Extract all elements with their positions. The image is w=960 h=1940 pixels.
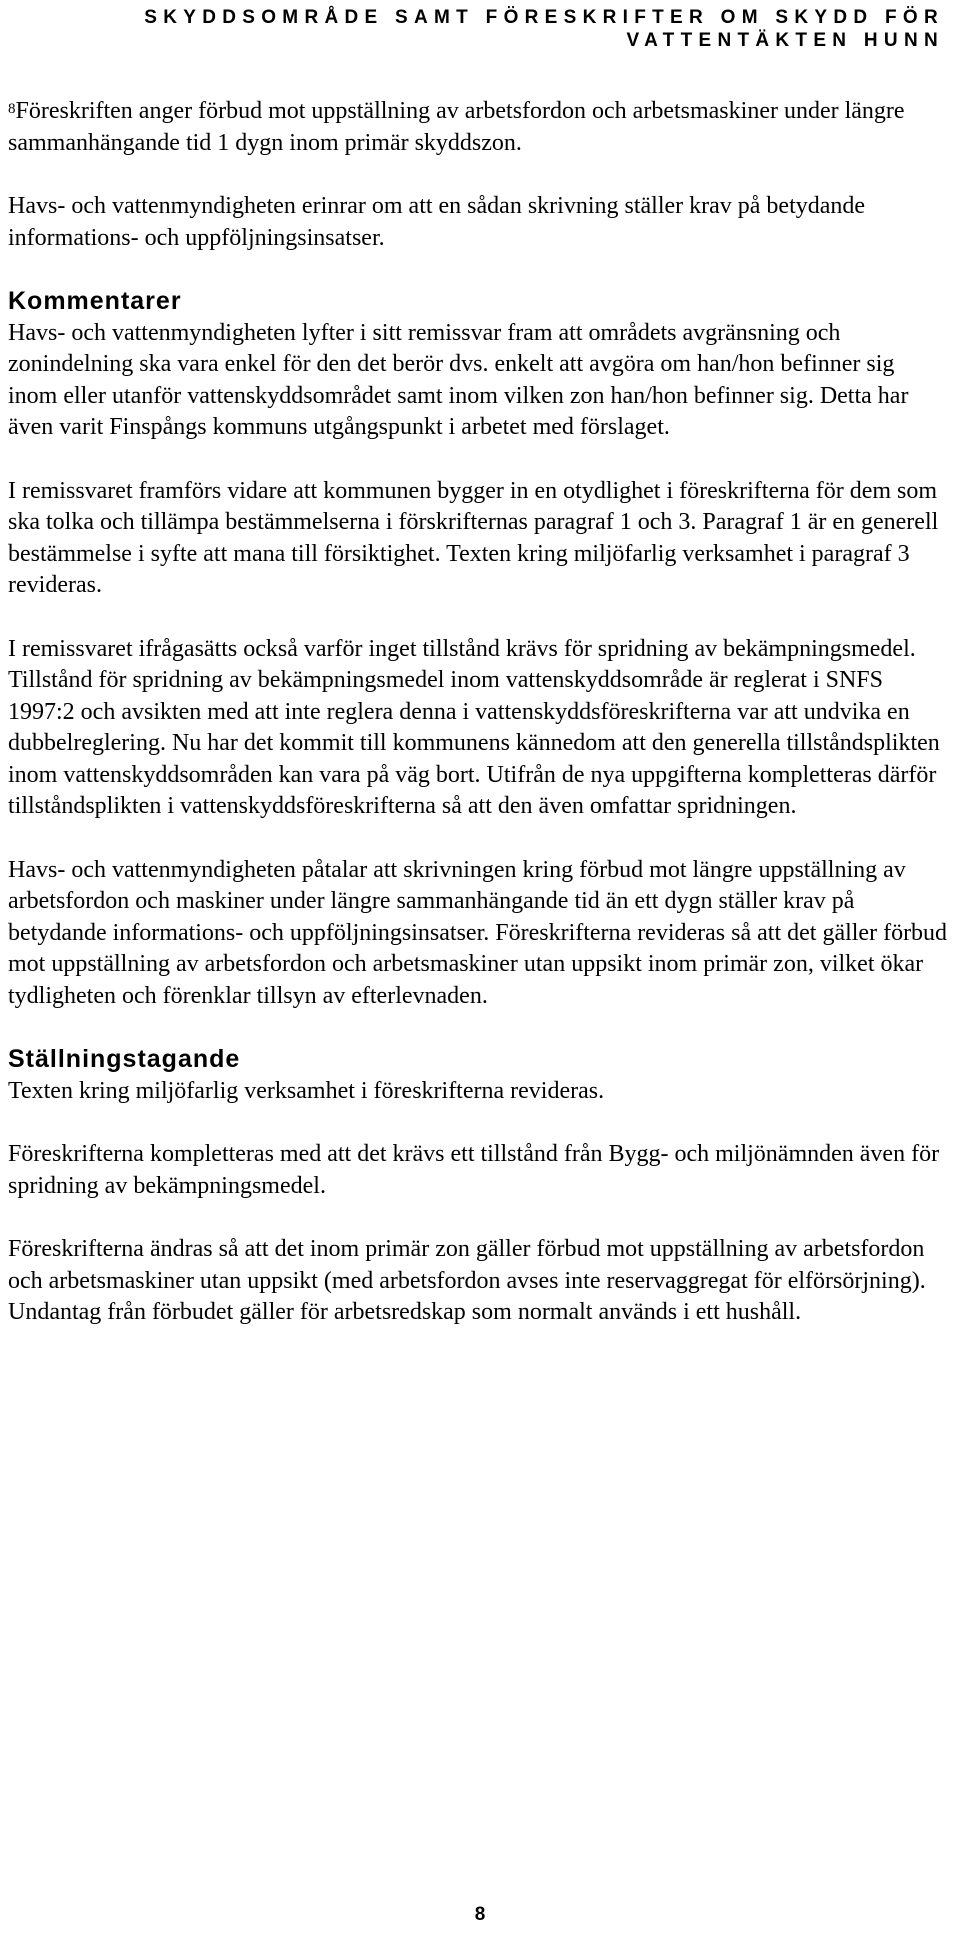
footnote [8,96,948,159]
running-header [144,6,944,52]
running-header-line-1: SKYDDSOMRÅDE SAMT FÖRESKRIFTER OM SKYDD FÖR [144,7,944,28]
running-header-line-2: VATTENTÄKTEN HUNN [626,30,944,51]
paragraph-comments-1: Havs- och vattenmyndigheten lyfter i sitt remissvar fram att områdets avgränsning och zonindelning ska vara enkel för den det berör dvs. enkelt att avgöra om han/hon befinner sig inom eller utanför vattenskyddsområdet samt inom vilken zon han/hon befinner sig. Detta har även varit Finspångs kommuns utgångspunkt i arbetet med förslaget. [8,319,909,440]
heading-position: Ställningstagande [8,1045,241,1073]
paragraph-comments-3: I remissvaret ifrågasätts också varför inget tillstånd krävs för spridning av bekämpningsmedel. Tillstånd för spridning av bekämpningsmedel inom vattenskyddsområde är reglerat i SNFS 1997:2 och avsikten med att inte reglera denna i vattenskyddsföreskrifterna var att undvika en dubbelreglering. Nu har det kommit till kommunens kännedom att den generella tillståndsplikten inom vattenskyddsområden kan vara på väg bort. Utifrån de nya uppgifterna kompletteras därför tillståndsplikten i vattenskyddsföreskrifterna så att den även omfattar spridningen. [8,635,940,819]
paragraph-position-1: Texten kring miljöfarlig verksamhet i föreskrifterna revideras. [8,1077,605,1104]
footnote-text: Föreskriften anger förbud mot uppställning av arbetsfordon och arbetsmaskiner under längre sammanhängande tid 1 dygn inom primär skyddszon. [8,98,905,156]
paragraph-position-2: Föreskrifterna kompletteras med att det krävs ett tillstånd från Bygg- och miljönämnden även för spridning av bekämpningsmedel. [8,1141,940,1199]
page-number: 8 [474,1904,486,1925]
footnote-marker: 8 [8,101,16,117]
document-body [8,96,948,1329]
heading-comments: Kommentarer [8,287,182,315]
paragraph-intro: Havs- och vattenmyndigheten erinrar om att en sådan skrivning ställer krav på betydande informations- och uppföljningsinsatser. [8,193,866,251]
paragraph-position-3: Föreskrifterna ändras så att det inom primär zon gäller förbud mot uppställning av arbetsfordon och arbetsmaskiner utan uppsikt (med arbetsfordon avses inte reservaggregat för elförsörjning). Undantag från förbudet gäller för arbetsredskap som normalt används i ett hushåll. [8,1236,926,1325]
paragraph-comments-2: I remissvaret framförs vidare att kommunen bygger in en otydlighet i föreskrifterna för dem som ska tolka och tillämpa bestämmelserna i förskrifternas paragraf 1 och 3. Paragraf 1 är en generell bestämmelse i syfte att mana till försiktighet. Texten kring miljöfarlig verksamhet i paragraf 3 revideras. [8,477,939,598]
paragraph-comments-4: Havs- och vattenmyndigheten påtalar att skrivningen kring förbud mot längre uppställning av arbetsfordon och maskiner under längre sammanhängande tid än ett dygn ställer krav på betydande informations- och uppföljningsinsatser. Föreskrifterna revideras så att det gäller förbud mot uppställning av arbetsfordon och arbetsmaskiner utan uppsikt inom primär zon, vilket ökar tydligheten och förenklar tillsyn av efterlevnaden. [8,856,948,1009]
